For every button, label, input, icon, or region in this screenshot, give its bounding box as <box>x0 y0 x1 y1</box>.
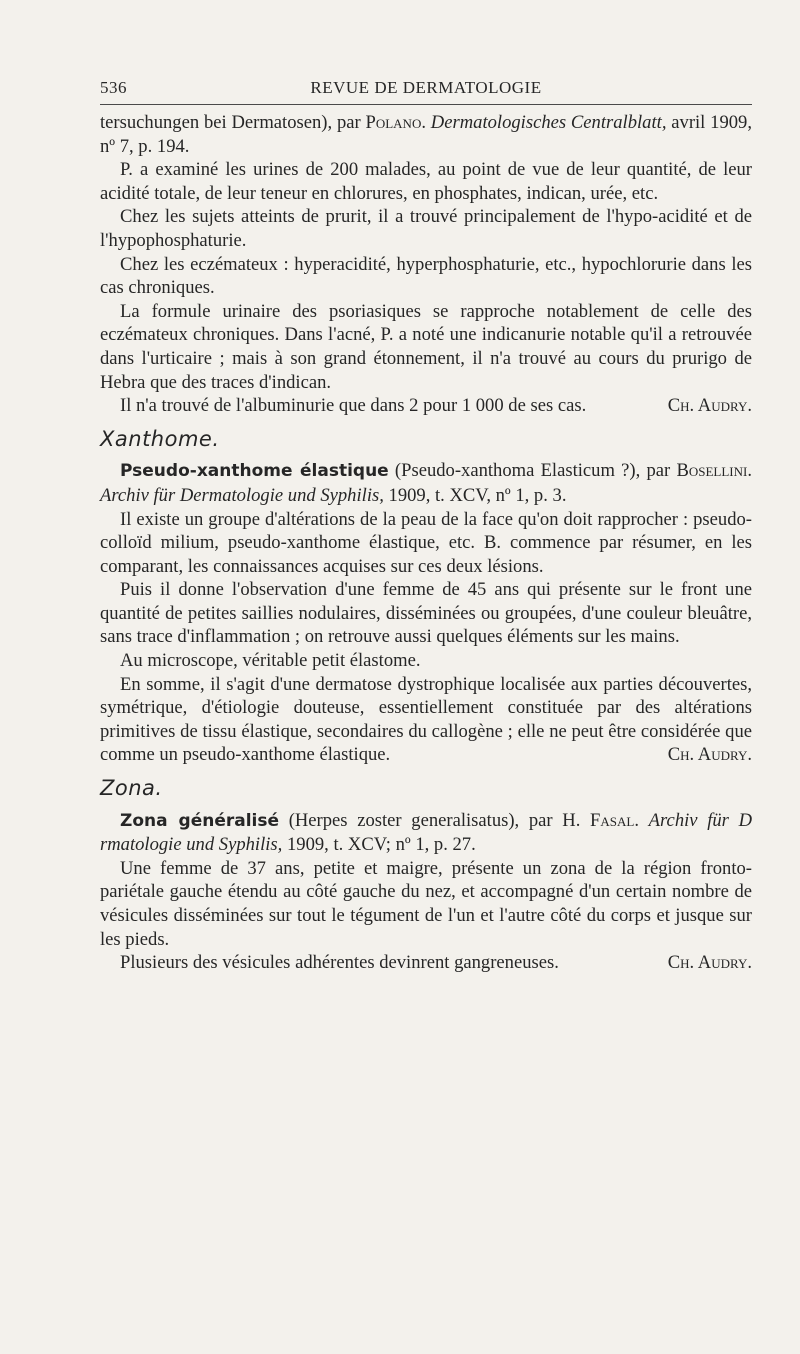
author-polano: Polano <box>365 112 422 133</box>
paragraph: Ch. Audry. Plusieurs des vésicules adhérentes devinrent gangreneuses. <box>120 952 752 974</box>
author-bosellini: Bosellini <box>676 460 748 482</box>
article-reference: Pseudo-xanthome élastique (Pseudo-xanthoma Elasticum ?), par Bosellini. Archiv für Dermatologie und Syphilis, 1909, t. XCV, nº 1, p. 3. <box>100 460 752 506</box>
running-head <box>100 72 752 102</box>
paragraph: La formule urinaire des psoriasiques se rapproche notablement de celle des eczémateux chroniques. Dans l'acné, P. a noté une indicanurie notable qu'il a retrouvée dans l'urticaire ; mais à son grand étonnement, il n'a trouvé au cours du prurigo de Hebra que des traces d'indican. <box>100 300 752 393</box>
signature: Ch. Audry. <box>667 395 752 417</box>
journal-name: Dermatologisches Centralblatt, <box>430 112 667 133</box>
page <box>100 72 752 975</box>
article-reference: Zona généralisé (Herpes zoster generalisatus), par H. Fasal. Archiv für D rmatologie und Syphilis, 1909, t. XCV; nº 1, p. 27. <box>100 809 753 856</box>
paragraph: Ch. Audry. Il n'a trouvé de l'albuminurie que dans 2 pour 1 000 de ses cas. <box>120 395 752 417</box>
article1-reference: tersuchungen bei Dermatosen), par Polano. Dermatologisches Centralblatt, avril 1909, nº 7, p. 194. <box>100 112 752 157</box>
journal-title: REVUE DE DERMATOLOGIE <box>310 78 542 97</box>
paragraph: Chez les sujets atteints de prurit, il a trouvé principalement de l'hypo-acidité et de l'hypophosphaturie. <box>100 206 752 251</box>
signature: Ch. Audry. <box>667 952 752 974</box>
page-number: 536 <box>100 78 127 97</box>
paragraph: Chez les eczémateux : hyperacidité, hyperphosphaturie, etc., hypochlorurie dans les cas chroniques. <box>100 253 752 299</box>
journal-name: Archiv für Dermatologie und Syphilis, <box>100 484 384 506</box>
author-fasal: Fasal <box>590 809 635 831</box>
body-text <box>100 111 752 975</box>
section-heading-xanthome: Xanthome. <box>100 426 220 451</box>
paragraph: Une femme de 37 ans, petite et maigre, présente un zona de la région fronto-pariétale gauche étendu au côté gauche du nez, et accompagné d'un certain nombre de vésicules disséminées sur tout le tégument de l'un et l'autre côté du corps et jusque sur les pieds. <box>100 857 752 950</box>
article-title: Zona généralisé <box>120 810 280 831</box>
paragraph: Il existe un groupe d'altérations de la peau de la face qu'on doit rapprocher : pseudo-colloïd milium, pseudo-xanthome élastique, etc. B. commence par résumer, en les comparant, les connaissances acquises sur ces deux lésions. <box>100 508 752 577</box>
section-heading-zona: Zona. <box>100 776 163 801</box>
article-title: Pseudo-xanthome élastique <box>120 461 389 482</box>
paragraph: En somme, il s'agit d'une dermatose dystrophique localisée aux parties découvertes, symétrique, d'étiologie douteuse, essentiellement constituée par des altérations primitives de tissu élastique, secondaires du callogène ; elle ne peut être considérée que comme un pseudo-xanthome élastique. Ch. Audry. <box>100 673 752 766</box>
journal-name: Archiv für D rmatologie und Syphilis, <box>100 809 753 856</box>
paragraph: Au microscope, véritable petit élastome. <box>120 650 421 672</box>
paragraph: Puis il donne l'observation d'une femme de 45 ans qui présente sur le front une quantité de petites saillies nodulaires, disséminées ou groupées, d'une couleur bleuâtre, sans trace d'inflammation ; on retrouve aussi quelques éléments sur les mains. <box>100 579 752 648</box>
paragraph: P. a examiné les urines de 200 malades, au point de vue de leur quantité, de leur acidité totale, de leur teneur en chlorures, en phosphates, indican, urée, etc. <box>100 159 752 204</box>
header-rule <box>100 104 752 105</box>
signature: Ch. Audry. <box>667 744 752 766</box>
